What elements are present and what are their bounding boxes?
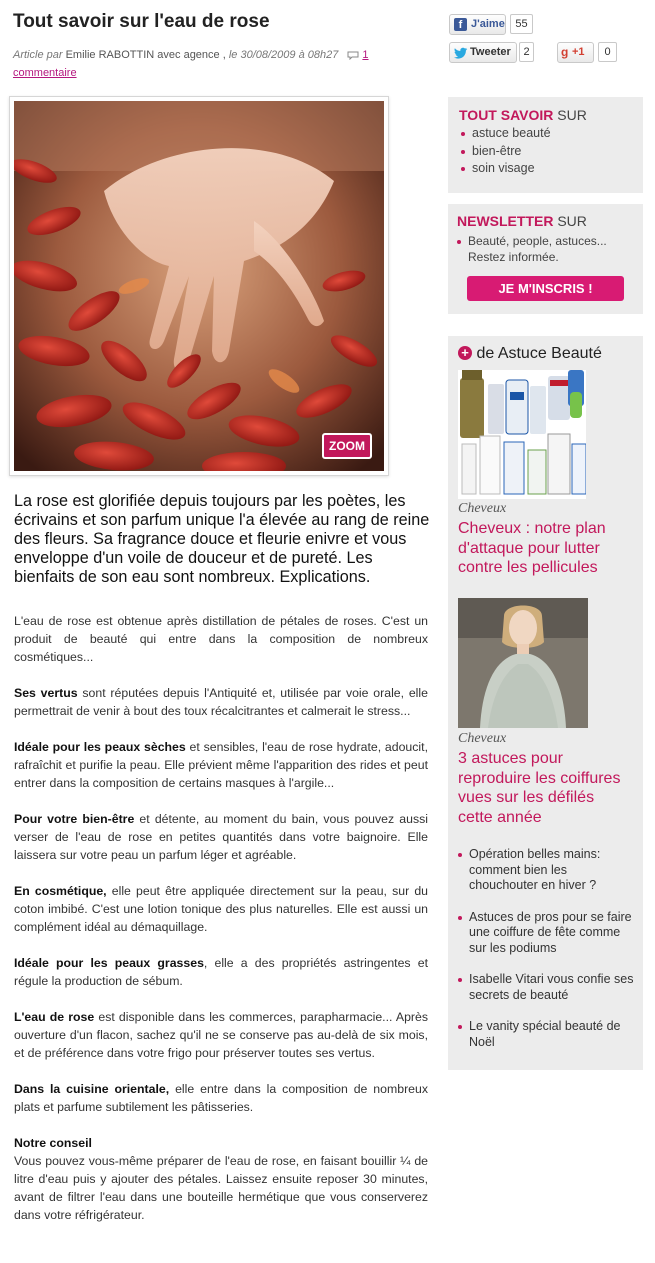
more-articles-heading: + de Astuce Beauté <box>458 345 602 363</box>
paragraph: L'eau de rose est obtenue après distillation de pétales de roses. C'est un produit de beauté qui entre dans la composition de nombreux cosmétiques... <box>14 614 428 664</box>
tweet-label: Tweeter <box>470 46 511 58</box>
article-date: le 30/08/2009 à 08h27 <box>228 49 339 61</box>
article-teaser-link[interactable]: 3 astuces pour reproduire les coiffures vues sur les défilés cette année <box>458 750 621 826</box>
comment-bubble-icon <box>347 51 359 60</box>
subscribe-button[interactable]: JE M'INSCRIS ! <box>467 276 624 301</box>
article-teaser-link[interactable]: Cheveux : notre plan d'attaque pour lutter contre les pellicules <box>458 520 606 576</box>
article-thumbnail-model[interactable] <box>458 598 588 728</box>
byline-mid: avec agence , <box>157 49 226 61</box>
author-name[interactable]: Emilie RABOTTIN <box>65 49 155 61</box>
tweet-count: 2 <box>519 42 534 62</box>
tag-link[interactable]: bien-être <box>458 143 551 161</box>
comments-link[interactable]: 1 commentaire <box>13 49 369 79</box>
google-plus-count: 0 <box>598 42 617 62</box>
facebook-count: 55 <box>510 14 533 34</box>
newsletter-heading: NEWSLETTER SUR <box>457 213 587 229</box>
article-link[interactable]: Astuces de pros pour se faire une coiffure de fête comme sur les podiums <box>456 910 636 957</box>
newsletter-list <box>454 233 607 265</box>
plus-circle-icon: + <box>458 346 472 360</box>
facebook-icon: f <box>454 18 467 31</box>
tout-savoir-box <box>448 97 643 193</box>
tip-paragraph <box>14 1134 428 1224</box>
rose-petals-hand-image <box>14 101 384 471</box>
paragraph: Idéale pour les peaux sèches et sensibles, l'eau de rose hydrate, adoucit, rafraîchit et purifie la peau. Elle prévient même l'apparition des rides et peut entrer dans la composition de certains masques à l'argile... <box>14 740 428 790</box>
byline-prefix: Article par <box>13 49 63 61</box>
tout-savoir-heading: TOUT SAVOIR SUR <box>459 107 587 123</box>
article-byline <box>13 46 423 82</box>
paragraph: Ses vertus sont réputées depuis l'Antiquité et, utilisée par voie orale, elle permettrait de venir à bout des toux récalcitrantes et calmerait le stress... <box>14 686 428 718</box>
article-link[interactable]: Isabelle Vitari vous confie ses secrets de beauté <box>456 972 636 1003</box>
google-plus-button[interactable] <box>557 42 594 63</box>
tag-link[interactable]: soin visage <box>458 160 551 178</box>
google-plus-label: +1 <box>572 46 585 58</box>
article-body <box>14 612 428 1224</box>
article-lead: La rose est glorifiée depuis toujours par les poètes, les écrivains et son parfum unique l'a élevée au rang de reine des fleurs. Sa fragrance douce et fleurie enivre et vous enveloppe d'un voile de douceur et de pureté. Les bienfaits de son eau sont nombreux. Explications. <box>14 492 430 586</box>
tweet-button[interactable] <box>449 42 517 63</box>
twitter-bird-icon <box>454 47 468 59</box>
article-link[interactable]: Le vanity spécial beauté de Noël <box>456 1019 636 1050</box>
photo-rose-petals <box>14 101 384 471</box>
article-title: Tout savoir sur l'eau de rose <box>13 11 270 32</box>
paragraph: Idéale pour les peaux grasses, elle a des propriétés astringentes et régule la production de sébum. <box>14 956 428 988</box>
newsletter-description: Beauté, people, astuces... Restez informée. <box>454 233 607 265</box>
google-plus-icon: g <box>561 45 569 59</box>
tip-title: Notre conseil <box>14 1136 92 1150</box>
facebook-like-button[interactable] <box>449 14 506 35</box>
tout-savoir-list <box>458 125 551 178</box>
runway-model-image <box>458 598 588 728</box>
article-category: Cheveux <box>458 501 507 516</box>
newsletter-box <box>448 204 643 314</box>
zoom-button[interactable]: ZOOM <box>322 433 372 459</box>
article-category: Cheveux <box>458 731 507 746</box>
paragraph: En cosmétique, elle peut être appliquée directement sur la peau, sur du coton imbibé. C'est une lotion tonique des plus naturelles. Elle est aussi un complément idéal au démaquillage. <box>14 884 428 934</box>
facebook-like-label: J'aime <box>471 18 505 30</box>
paragraph: L'eau de rose est disponible dans les commerces, parapharmacie... Après ouverture d'un flacon, sachez qu'il ne se conserve pas au-delà de six mois, et de préférence dans votre frigo pour préserver toutes ses vertus. <box>14 1010 428 1060</box>
article-thumbnail-products[interactable] <box>458 370 586 499</box>
tag-link[interactable]: astuce beauté <box>458 125 551 143</box>
article-link[interactable]: Opération belles mains: comment bien les chouchouter en hiver ? <box>456 847 636 894</box>
tip-text: Vous pouvez vous-même préparer de l'eau de rose, en faisant bouillir ¼ de litre d'eau puis y ajouter des pétales. Laissez ensuite reposer 30 minutes, avant de filtrer l'eau dans une bouteille hermétique que vous conserverez dans votre réfrigérateur. <box>14 1154 428 1222</box>
more-articles-box <box>448 336 643 1070</box>
hair-products-image <box>458 370 586 499</box>
article-photo <box>9 96 389 476</box>
more-articles-list <box>456 847 636 1066</box>
paragraph: Pour votre bien-être et détente, au moment du bain, vous pouvez aussi verser de l'eau de rose en petites quantités dans votre baignoire. Elle laissera sur votre peau un parfum léger et agréable. <box>14 812 428 862</box>
paragraph: Dans la cuisine orientale, elle entre dans la composition de nombreux plats et parfume subtilement les pâtisseries. <box>14 1082 428 1114</box>
